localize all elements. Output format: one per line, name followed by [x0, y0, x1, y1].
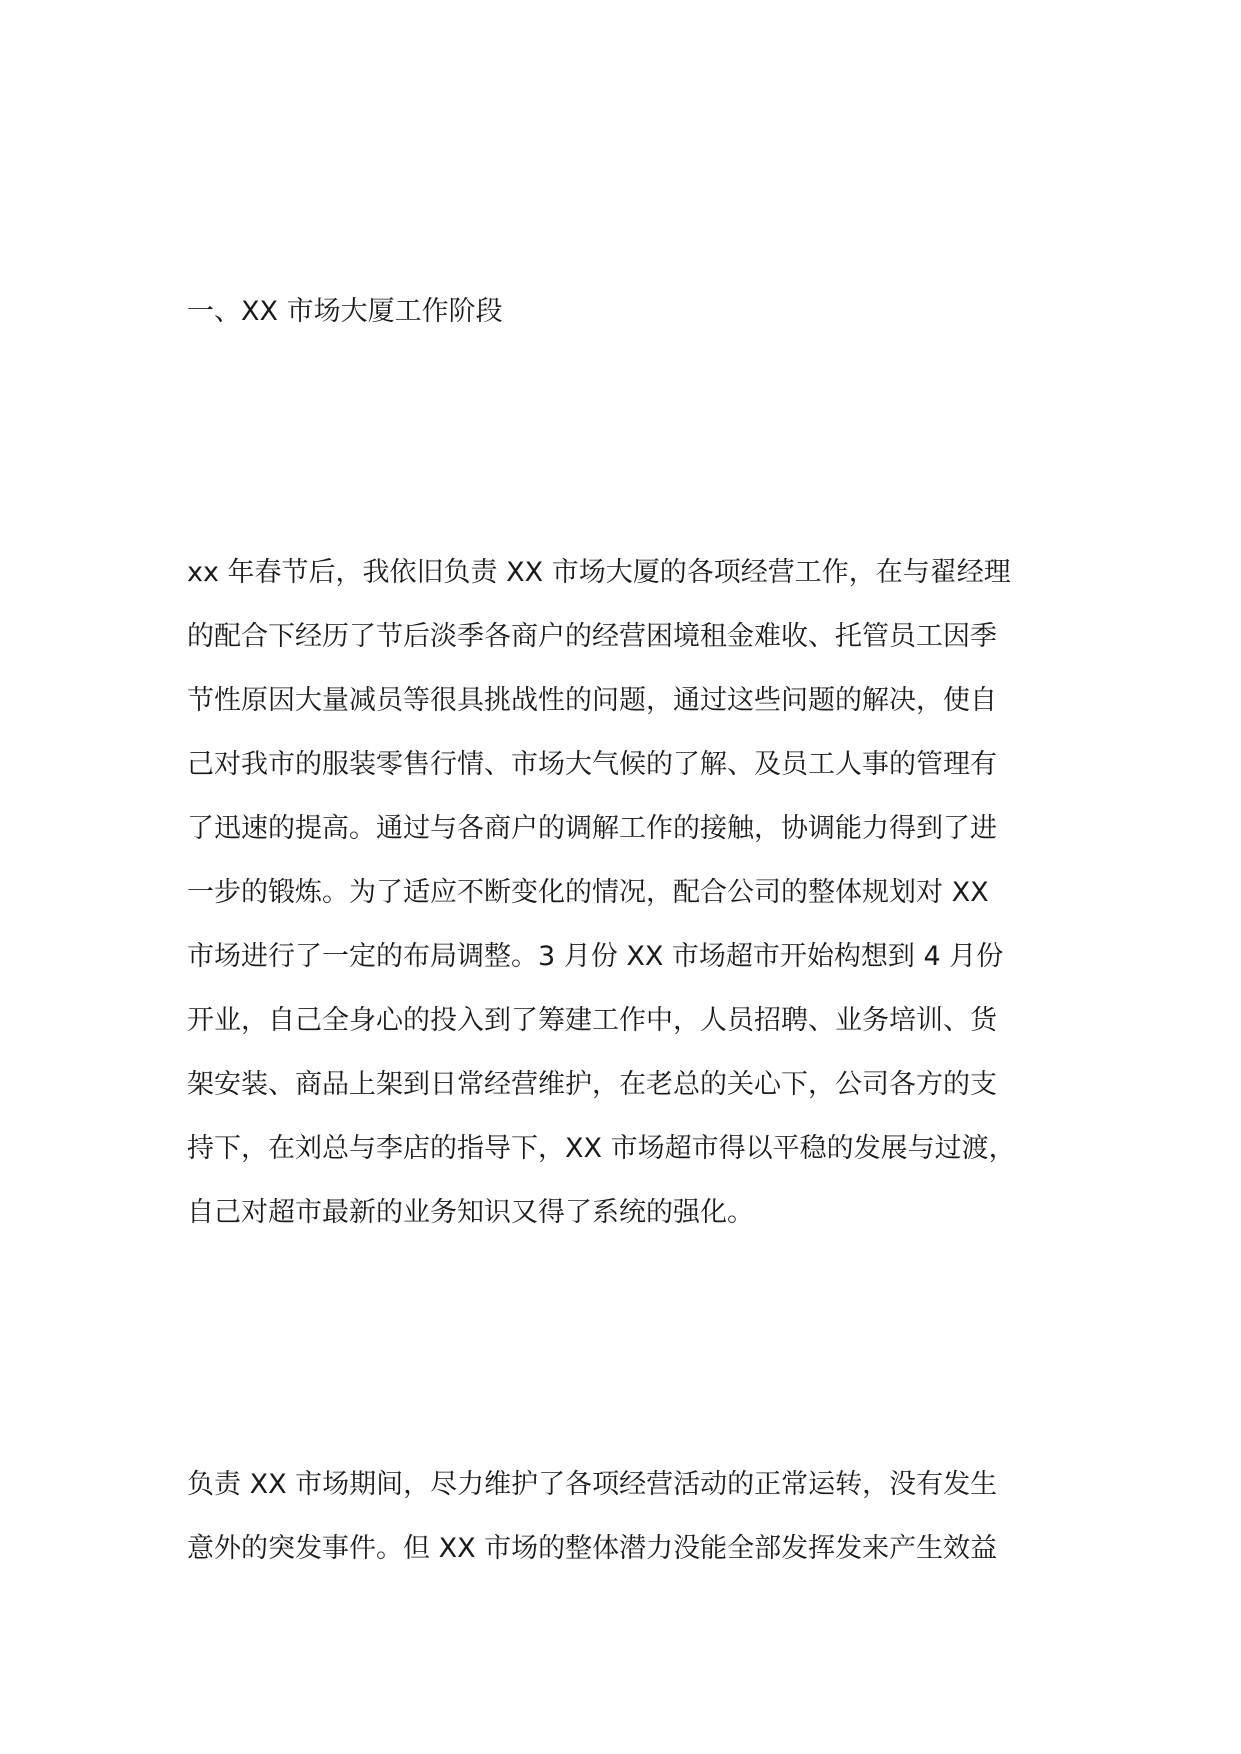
paragraph-line: xx 年春节后，我依旧负责 XX 市场大厦的各项经营工作，在与翟经理 — [187, 557, 1011, 588]
paragraph-line: 意外的突发事件。但 XX 市场的整体潜力没能全部发挥发来产生效益 — [187, 1533, 998, 1564]
paragraph-line: 开业，自己全身心的投入到了筹建工作中，人员招聘、业务培训、货 — [187, 1005, 997, 1036]
paragraph-line: 自己对超市最新的业务知识又得了系统的强化。 — [187, 1197, 754, 1228]
paragraph-2 — [187, 1453, 1067, 1581]
paragraph-line: 了迅速的提高。通过与各商户的调解工作的接触，协调能力得到了进 — [187, 813, 997, 844]
paragraph-line: 的配合下经历了节后淡季各商户的经营困境租金难收、托管员工因季 — [187, 621, 997, 652]
paragraph-1 — [187, 541, 1067, 1245]
paragraph-line: 负责 XX 市场期间，尽力维护了各项经营活动的正常运转，没有发生 — [187, 1469, 998, 1500]
paragraph-line: 节性原因大量减员等很具挑战性的问题，通过这些问题的解决，使自 — [187, 685, 997, 716]
paragraph-line: 己对我市的服装零售行情、市场大气候的了解、及员工人事的管理有 — [187, 749, 997, 780]
section-heading: 一、XX 市场大厦工作阶段 — [187, 296, 503, 327]
paragraph-line: 架安装、商品上架到日常经营维护，在老总的关心下，公司各方的支 — [187, 1069, 997, 1100]
paragraph-line: 市场进行了一定的布局调整。3 月份 XX 市场超市开始构想到 4 月份 — [187, 941, 1004, 972]
paragraph-line: 持下，在刘总与李店的指导下，XX 市场超市得以平稳的发展与过渡， — [187, 1133, 1016, 1164]
paragraph-line: 一步的锻炼。为了适应不断变化的情况，配合公司的整体规划对 XX — [187, 877, 989, 908]
